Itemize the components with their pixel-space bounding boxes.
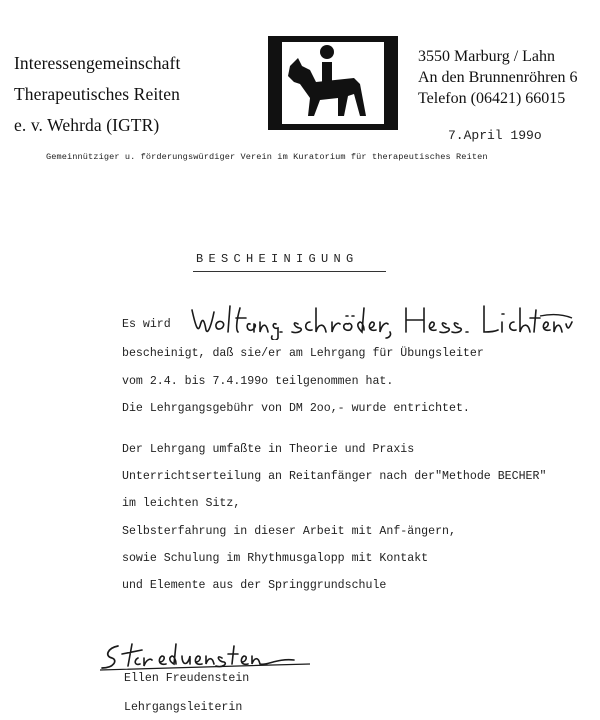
signatory-title: Lehrgangsleiterin — [124, 701, 243, 714]
org-line-3: e. v. Wehrda (IGTR) — [14, 115, 160, 135]
certificate-line-2: vom 2.4. bis 7.4.199o teilgenommen hat. — [122, 375, 394, 388]
address-line-2: An den Brunnenröhren 6 — [418, 69, 578, 86]
certificate-line-3: Die Lehrgangsgebühr von DM 2oo,- wurde entrichtet. — [122, 402, 470, 415]
address-line-3: Telefon (06421) 66015 — [418, 90, 566, 107]
certificate-intro: Es wird — [122, 318, 171, 331]
content-line-6: und Elemente aus der Springgrundschule — [122, 579, 387, 592]
address-block — [418, 46, 578, 109]
horse-and-rider-logo — [268, 36, 398, 130]
content-line-4: Selbsterfahrung in dieser Arbeit mit Anf-ängern, — [122, 525, 456, 538]
handwritten-participant-name — [188, 302, 573, 340]
heading-underline — [193, 271, 386, 272]
org-line-2: Therapeutisches Reiten — [14, 84, 180, 104]
content-line-5: sowie Schulung im Rhythmusgalopp mit Kontakt — [122, 552, 429, 565]
content-line-1: Der Lehrgang umfaßte in Theorie und Praxis — [122, 443, 415, 456]
certificate-line-1: bescheinigt, daß sie/er am Lehrgang für Übungsleiter — [122, 347, 484, 360]
document-heading: BESCHEINIGUNG — [196, 252, 359, 266]
letter-date: 7.April 199o — [448, 128, 542, 143]
signatory-name: Ellen Freudenstein — [124, 672, 250, 685]
content-line-3: im leichten Sitz, — [122, 497, 241, 510]
organization-tagline: Gemeinnütziger u. förderungswürdiger Verein im Kuratorium für therapeutisches Reiten — [46, 152, 488, 162]
address-line-1: 3550 Marburg / Lahn — [418, 48, 556, 65]
organization-name — [14, 48, 180, 141]
handwritten-signature — [98, 640, 313, 674]
org-line-1: Interessengemeinschaft — [14, 53, 181, 73]
content-line-2: Unterrichtserteilung an Reitanfänger nach der"Methode BECHER" — [122, 470, 547, 483]
